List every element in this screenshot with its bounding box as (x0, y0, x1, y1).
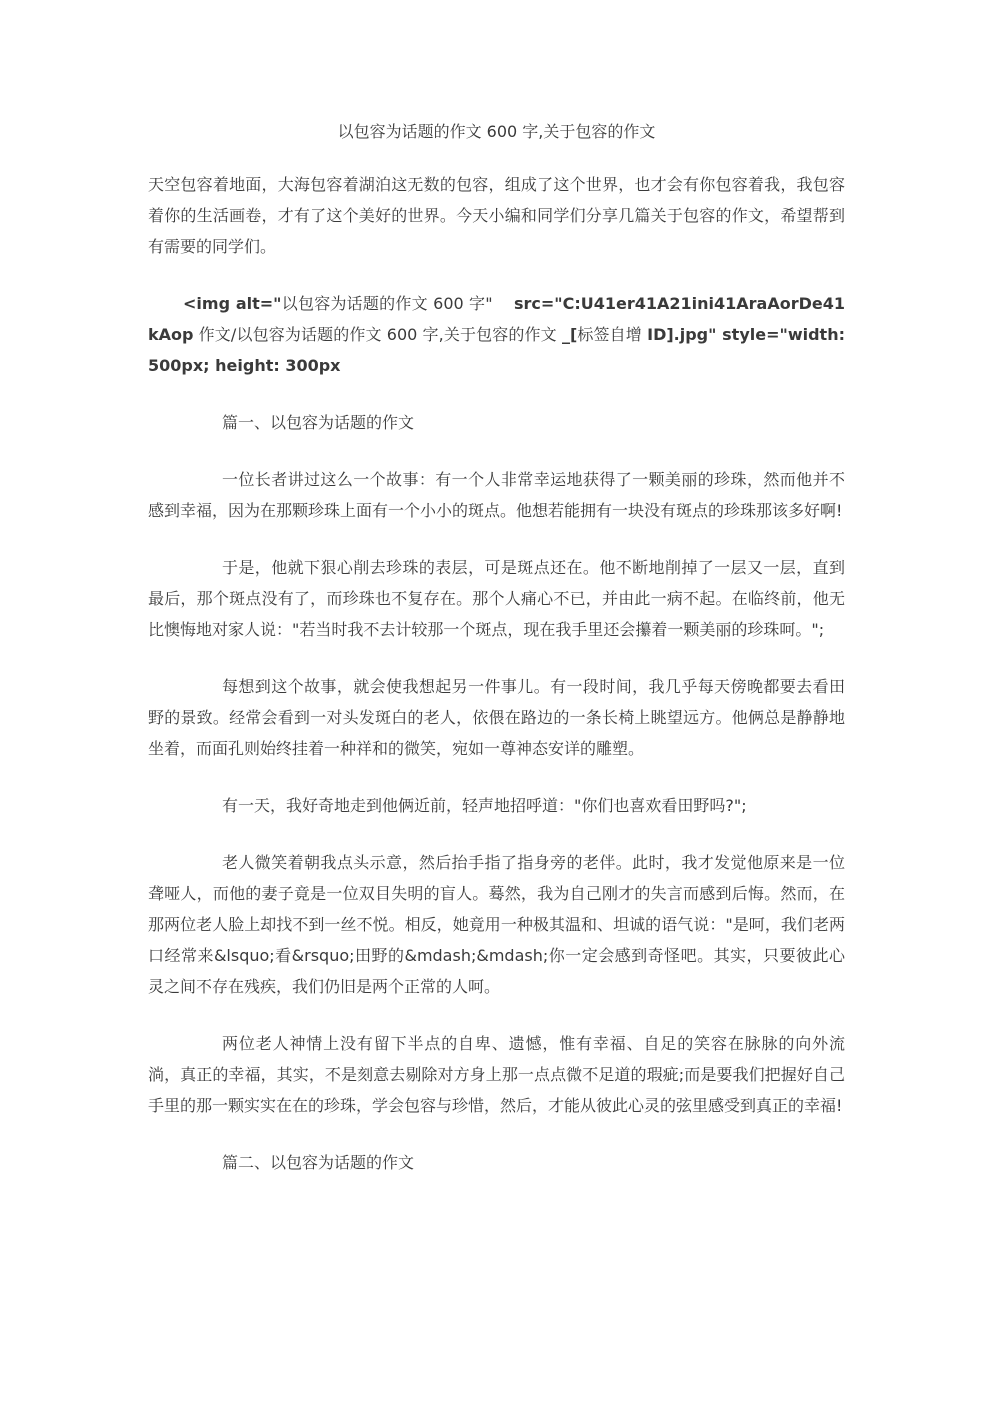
img-markup-segment: _[ (561, 325, 578, 344)
section-1-paragraph-6: 两位老人神情上没有留下半点的自卑、遗憾，惟有幸福、自足的笑容在脉脉的向外流淌，真正的幸福，其实，不是刻意去剔除对方身上那一点点微不足道的瑕疵;而是要我们把握好自己手里的那一颗实实在在的珍珠，学会包容与珍惜，然后，才能从彼此心灵的弦里感受到真正的幸福! (148, 1034, 845, 1115)
section-1-paragraph-2: 于是，他就下狠心削去珍珠的表层，可是斑点还在。他不断地削掉了一层又一层，直到最后，那个斑点没有了，而珍珠也不复存在。那个人痛心不已，并由此一病不起。在临终前，他无比懊悔地对家人说："若当时我不去计较那一个斑点，现在我手里还会攥着一颗美丽的珍珠呵。"; (148, 558, 845, 639)
intro-paragraph: 天空包容着地面，大海包容着湖泊这无数的包容，组成了这个世界，也才会有你包容着我，我包容着你的生活画卷，才有了这个美好的世界。今天小编和同学们分享几篇关于包容的作文，希望帮到有需要的同学们。 (148, 175, 845, 256)
img-markup-segment: src="C:U41er41A21ini41AraAorDe41kAop (148, 294, 845, 344)
document-content (148, 116, 851, 1204)
img-markup-segment: ID].jpg" style="width: 500px; height: 300px (148, 325, 851, 375)
section-1-paragraph-5: 老人微笑着朝我点头示意，然后抬手指了指身旁的老伴。此时，我才发觉他原来是一位聋哑人，而他的妻子竟是一位双目失明的盲人。蓦然，我为自己刚才的失言而感到后悔。然而，在那两位老人脸上却找不到一丝不悦。相反，她竟用一种极其温和、坦诚的语气说："是呵，我们老两口经常来&lsquo;看&rsquo;田野的&mdash;&mdash;你一定会感到奇怪吧。其实，只要彼此心灵之间不存在残疾，我们仍旧是两个正常的人呵。 (148, 853, 845, 996)
img-markup-segment: <img alt=" (183, 294, 282, 313)
document-title: 以包容为话题的作文 600 字,关于包容的作文 (337, 122, 656, 141)
section-1-paragraph-4: 有一天，我好奇地走到他俩近前，轻声地招呼道："你们也喜欢看田野吗?"; (222, 796, 747, 815)
section-1-paragraph-1: 一位长者讲过这么一个故事：有一个人非常幸运地获得了一颗美丽的珍珠，然而他并不感到幸福，因为在那颗珍珠上面有一个小小的斑点。他想若能拥有一块没有斑点的珍珠那该多好啊! (148, 470, 845, 520)
img-markup-segment: 标签自增 (577, 325, 648, 344)
section-2-heading: 篇二、以包容为话题的作文 (222, 1153, 415, 1172)
img-markup-code-paragraph (148, 288, 851, 381)
img-markup-segment: 以包容为话题的作文 600 字" (281, 294, 514, 313)
img-markup-segment: 作文/以包容为话题的作文 600 字,关于包容的作文 (193, 325, 562, 344)
section-1-paragraph-3: 每想到这个故事，就会使我想起另一件事儿。有一段时间，我几乎每天傍晚都要去看田野的景致。经常会看到一对头发斑白的老人，依偎在路边的一条长椅上眺望远方。他俩总是静静地坐着，而面孔则始终挂着一种祥和的微笑，宛如一尊神态安详的雕塑。 (148, 677, 845, 758)
section-1-heading: 篇一、以包容为话题的作文 (222, 413, 415, 432)
